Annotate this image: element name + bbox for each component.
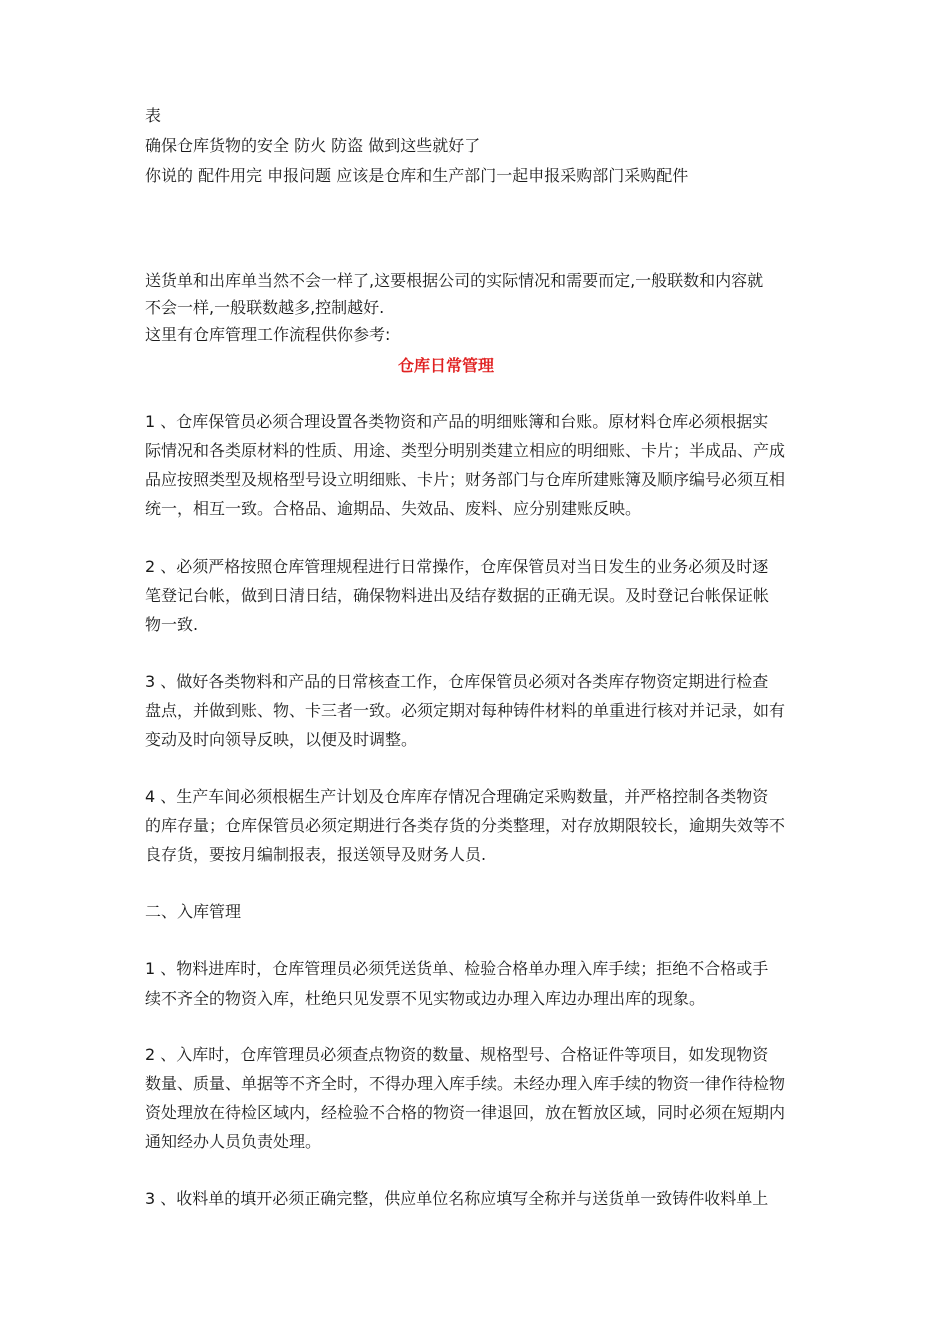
paragraph-line: 3 、收料单的填开必须正确完整，供应单位名称应填写全称并与送货单一致铸件收料单上 xyxy=(145,1189,769,1208)
paragraph-line: 统一，相互一致。合格品、逾期品、失效品、废料、应分别建账反映。 xyxy=(145,499,642,518)
section-title: 仓库日常管理 xyxy=(398,356,495,375)
paragraph-line: 通知经办人员负责处理。 xyxy=(145,1132,322,1151)
paragraph-4 xyxy=(145,787,811,874)
answer-line-1: 送货单和出库单当然不会一样了,这要根据公司的实际情况和需要而定,一般联数和内容就 xyxy=(145,271,764,290)
paragraph-line: 资处理放在待检区域内，经检验不合格的物资一律退回，放在暂放区域，同时必须在短期内 xyxy=(145,1103,786,1122)
section-2-heading: 二、入库管理 xyxy=(145,902,242,921)
paragraph-5 xyxy=(145,959,811,1019)
intro-line-3: 你说的 配件用完 申报问题 应该是仓库和生产部门一起申报采购部门采购配件 xyxy=(145,166,689,185)
paragraph-line: 3 、做好各类物料和产品的日常核查工作，仓库保管员必须对各类库存物资定期进行检查 xyxy=(145,672,769,691)
answer-line-2: 不会一样,一般联数越多,控制越好. xyxy=(145,298,385,317)
paragraph-line: 盘点，并做到账、物、卡三者一致。必须定期对每种铸件材料的单重进行核对并记录，如有 xyxy=(145,701,786,720)
paragraph-line: 2 、必须严格按照仓库管理规程进行日常操作，仓库保管员对当日发生的业务必须及时逐 xyxy=(145,557,769,576)
paragraph-6 xyxy=(145,1045,811,1161)
paragraph-1 xyxy=(145,412,811,528)
paragraph-line: 笔登记台帐，做到日清日结，确保物料进出及结存数据的正确无误。及时登记台帐保证帐 xyxy=(145,586,770,605)
paragraph-line: 的库存量；仓库保管员必须定期进行各类存货的分类整理，对存放期限较长，逾期失效等不 xyxy=(145,816,786,835)
paragraph-line: 品应按照类型及规格型号设立明细账、卡片；财务部门与仓库所建账簿及顺序编号必须互相 xyxy=(145,470,786,489)
paragraph-line: 变动及时向领导反映，以便及时调整。 xyxy=(145,730,418,749)
paragraph-line: 4 、生产车间必须根椐生产计划及仓库库存情况合理确定采购数量，并严格控制各类物资 xyxy=(145,787,769,806)
paragraph-line: 1 、物料进库时，仓库管理员必须凭送货单、检验合格单办理入库手续；拒绝不合格或手 xyxy=(145,959,769,978)
paragraph-line: 物一致. xyxy=(145,615,199,634)
answer-line-3: 这里有仓库管理工作流程供你参考: xyxy=(145,325,391,344)
paragraph-2 xyxy=(145,557,811,644)
paragraph-7 xyxy=(145,1189,811,1218)
intro-line-1: 表 xyxy=(145,106,162,125)
paragraph-3 xyxy=(145,672,811,759)
paragraph-line: 2 、入库时，仓库管理员必须查点物资的数量、规格型号、合格证件等项目，如发现物资 xyxy=(145,1045,769,1064)
paragraph-line: 续不齐全的物资入库，杜绝只见发票不见实物或边办理入库边办理出库的现象。 xyxy=(145,989,706,1008)
paragraph-line: 良存货，要按月编制报表，报送领导及财务人员. xyxy=(145,845,487,864)
paragraph-line: 1 、仓库保管员必须合理设置各类物资和产品的明细账簿和台账。原材料仓库必须根据实 xyxy=(145,412,769,431)
paragraph-line: 际情况和各类原材料的性质、用途、类型分明别类建立相应的明细账、卡片；半成品、产成 xyxy=(145,441,786,460)
paragraph-line: 数量、质量、单据等不齐全时，不得办理入库手续。未经办理入库手续的物资一律作待检物 xyxy=(145,1074,786,1093)
intro-line-2: 确保仓库货物的安全 防火 防盗 做到这些就好了 xyxy=(145,136,481,155)
